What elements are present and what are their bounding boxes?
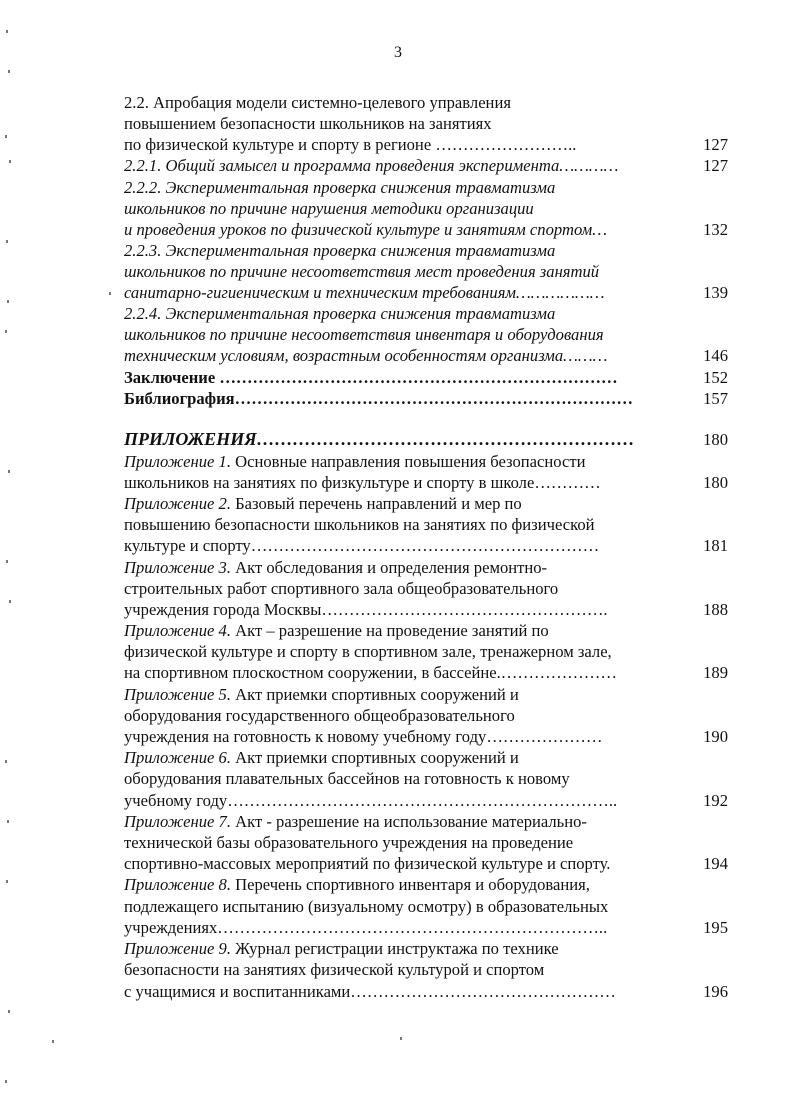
- toc-line: школьников по причине несоответствия мест проведения занятий: [124, 262, 600, 281]
- toc-line: [124, 493, 689, 514]
- toc-page-number: 189: [703, 663, 728, 682]
- toc-line: санитарно-гигиеническим и техническим требованиям………………: [124, 283, 605, 302]
- toc-page-number: 180: [703, 430, 728, 449]
- toc-line-conclusion: Заключение ………………………………………………………………: [124, 368, 618, 387]
- toc-line: повышением безопасности школьников на занятиях: [124, 114, 492, 133]
- appendix-title: Журнал регистрации инструктажа по технике: [230, 939, 559, 958]
- toc-page-number: 194: [703, 854, 728, 873]
- toc-page-number: 157: [703, 389, 728, 408]
- toc-line-bibliography: Библиография………………………………………………………………: [124, 389, 633, 408]
- toc-line: школьников по причине несоответствия инвентаря и оборудования: [124, 325, 604, 344]
- toc-page-number: 139: [703, 283, 728, 302]
- appendix-title: Акт приемки спортивных сооружений и: [230, 748, 519, 767]
- toc-page-number: 195: [703, 918, 728, 937]
- toc-page-number: 152: [703, 368, 728, 387]
- toc-line: повышению безопасности школьников на занятиях по физической: [124, 515, 595, 534]
- appendix-label: Приложение 2.: [124, 494, 231, 513]
- toc-page-number: 132: [703, 220, 728, 239]
- toc-line: 2.2.3. Экспериментальная проверка снижения травматизма: [124, 241, 556, 260]
- toc-line: 2.2.4. Экспериментальная проверка снижения травматизма: [124, 304, 556, 323]
- toc-line: оборудования государственного общеобразовательного: [124, 706, 515, 725]
- appendix-title: Акт – разрешение на проведение занятий по: [230, 621, 549, 640]
- appendix-label: Приложение 1.: [124, 452, 231, 471]
- toc-page-number: 192: [703, 791, 728, 810]
- toc-line: по физической культуре и спорту в регионе ……………………..: [124, 135, 577, 154]
- toc-line: 2.2.1. Общий замысел и программа проведения эксперимента…………: [124, 156, 619, 175]
- toc-line: учреждения на готовность к новому учебному году…………………: [124, 727, 603, 746]
- toc-line: спортивно-массовых мероприятий по физической культуре и спорту.: [124, 854, 611, 873]
- toc-line: с учащимися и воспитанниками…………………………………………: [124, 982, 616, 1001]
- page-number: 3: [394, 44, 402, 61]
- toc-line: [124, 938, 689, 959]
- toc-line: строительных работ спортивного зала общеобразовательного: [124, 579, 559, 598]
- toc-line: на спортивном плоскостном сооружении, в бассейне.…………………: [124, 663, 617, 682]
- appendix-title: Акт приемки спортивных сооружений и: [230, 685, 519, 704]
- toc-line: [124, 684, 689, 705]
- toc-line: учебному году……………………………………………………………..: [124, 791, 618, 810]
- appendix-label: Приложение 8.: [124, 875, 231, 894]
- appendix-title: Базовый перечень направлений и мер по: [230, 494, 522, 513]
- toc-line: техническим условиям, возрастным особенностям организма………: [124, 346, 608, 365]
- appendix-label: Приложение 9.: [124, 939, 231, 958]
- toc-line: 2.2.2. Экспериментальная проверка снижения травматизма: [124, 178, 556, 197]
- toc-line: подлежащего испытанию (визуальному осмотру) в образовательных: [124, 897, 609, 916]
- toc-line: [124, 874, 689, 895]
- appendix-label: Приложение 3.: [124, 558, 231, 577]
- toc-page-number: 127: [703, 156, 728, 175]
- toc-page-number: 127: [703, 135, 728, 154]
- toc-line: и проведения уроков по физической культуре и занятиям спортом…: [124, 220, 607, 239]
- toc-page-number: 181: [703, 536, 728, 555]
- toc-page-number: 180: [703, 473, 728, 492]
- appendix-title: Перечень спортивного инвентаря и оборудования,: [230, 875, 590, 894]
- toc-line: школьников по причине нарушения методики организации: [124, 199, 534, 218]
- toc-line: [124, 620, 689, 641]
- appendix-title: Акт - разрешение на использование материально-: [230, 812, 587, 831]
- toc-line: технической базы образовательного учреждения на проведение: [124, 833, 574, 852]
- toc-line: 2.2. Апробация модели системно-целевого управления: [124, 93, 511, 112]
- toc-line: оборудования плавательных бассейнов на готовность к новому: [124, 769, 570, 788]
- appendix-label: Приложение 6.: [124, 748, 231, 767]
- toc-page-number: 188: [703, 600, 728, 619]
- toc-line: [124, 557, 689, 578]
- toc-page-number: 196: [703, 982, 728, 1001]
- appendix-title: Акт обследования и определения ремонтно-: [230, 558, 548, 577]
- toc-line: учреждениях……………………………………………………………..: [124, 918, 608, 937]
- toc-line: физической культуре и спорту в спортивном зале, тренажерном зале,: [124, 642, 612, 661]
- toc-line: культуре и спорту………………………………………………………: [124, 536, 600, 555]
- toc-page-number: 146: [703, 346, 728, 365]
- toc-line: безопасности на занятиях физической культурой и спортом: [124, 960, 545, 979]
- appendix-label: Приложение 5.: [124, 685, 231, 704]
- appendix-label: Приложение 4.: [124, 621, 231, 640]
- toc-line: учреждения города Москвы…………………………………………….: [124, 600, 608, 619]
- appendix-title: Основные направления повышения безопасности: [230, 452, 586, 471]
- toc-line: [124, 747, 689, 768]
- toc-page-number: 190: [703, 727, 728, 746]
- toc-line: школьников на занятиях по физкультуре и спорту в школе…………: [124, 473, 601, 492]
- toc-line: [124, 451, 689, 472]
- appendix-label: Приложение 7.: [124, 812, 231, 831]
- toc-line: [124, 811, 689, 832]
- toc-line-appendices: ПРИЛОЖЕНИЯ………………………………………………………: [124, 429, 635, 449]
